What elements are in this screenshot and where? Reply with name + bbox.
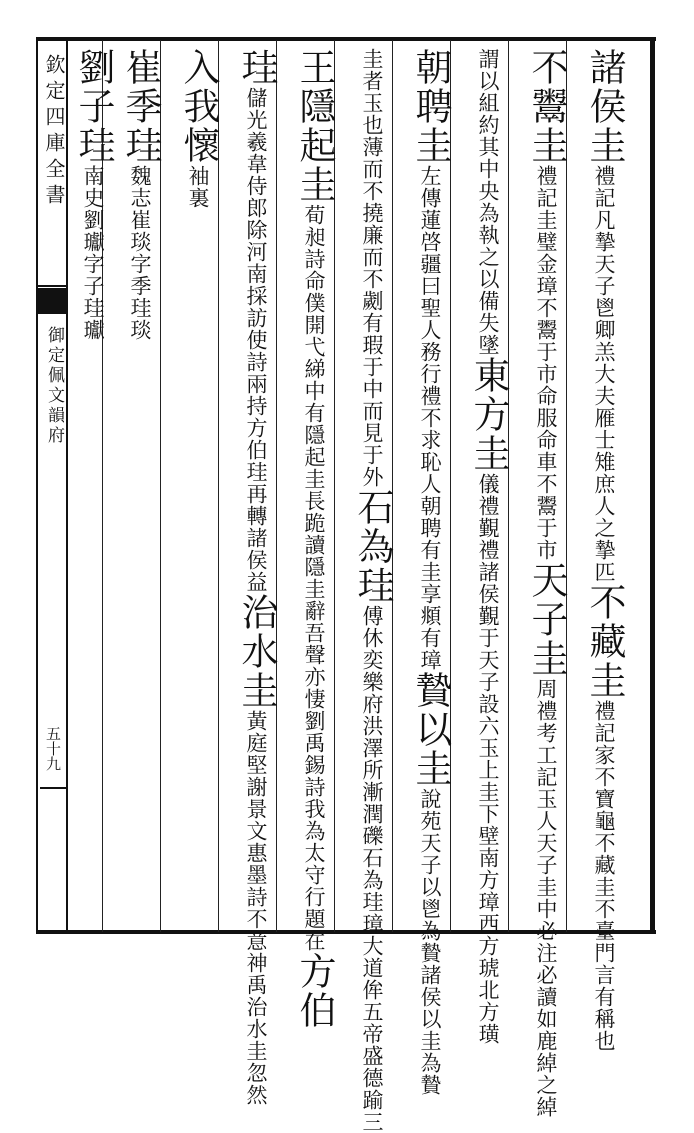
margin-book-title: 御定佩文韻府	[44, 326, 64, 446]
annotation: 瓛	[81, 319, 105, 341]
fish-tail-rule	[38, 285, 66, 287]
annotation: 左傳蓮啓疆曰聖人務行禮不求恥人朝聘有圭享頫有璋	[418, 165, 442, 671]
frame-bottom-rule	[36, 930, 656, 934]
margin-rule	[66, 37, 68, 934]
headword: 不藏圭	[583, 583, 626, 700]
annotation: 荀昶詩命僕開弋綈中有隱起圭長跪讀隱圭辭吾聲亦悽劉禹錫詩我為太守行題在	[302, 204, 326, 952]
headword: 治水圭	[235, 593, 278, 710]
page-number-rule	[40, 787, 66, 789]
headword: 諸侯圭	[583, 48, 626, 165]
annotation: 禮記圭璧金璋不鬻于市命服命車不鬻于市	[534, 165, 558, 561]
headword: 天子圭	[525, 561, 568, 678]
headword: 不鬻圭	[525, 48, 568, 165]
headword: 方伯	[293, 952, 336, 1030]
headword: 劉子珪	[72, 48, 115, 165]
annotation: 傅休奕樂府洪澤所漸潤礫石為珪璋大道侔五帝盛德踰三	[360, 605, 384, 1133]
annotation: 儀禮覲禮諸侯覲于天子設六玉上圭下壁南方璋西方琥北方璜	[476, 473, 500, 1045]
text-column-8	[177, 48, 219, 928]
annotation: 說苑天子以鬯為贄諸侯以圭為贄	[418, 788, 442, 1096]
frame-top-rule	[36, 37, 656, 41]
fish-tail-mark	[38, 288, 66, 314]
text-column-3	[467, 48, 510, 1045]
headword: 朝聘圭	[409, 48, 452, 165]
text-column-1	[583, 48, 626, 1052]
annotation: 魏志崔琰字季珪	[128, 165, 152, 319]
text-column-9	[119, 48, 161, 928]
text-column-6	[293, 48, 336, 1030]
annotation: 南史劉瓛字子珪	[81, 165, 105, 319]
headword: 石為珪	[351, 488, 394, 605]
frame-right-rule	[650, 37, 655, 934]
text-column-7	[235, 48, 278, 1106]
frame-left-rule	[36, 37, 38, 934]
annotation: 羔大夫雁士雉庶人之摯匹	[592, 341, 616, 583]
headword: 崔季珪	[119, 48, 162, 165]
annotation: 謂以組約其中央為執之以備失墜	[476, 48, 500, 356]
headword: 東方圭	[467, 356, 510, 473]
margin-collection-title: 欽定四庫全書	[42, 54, 66, 210]
annotation: 禮記家不寶龜不藏圭不臺門言有稱也	[592, 700, 616, 1052]
annotation: 黃庭堅謝景文惠墨詩不意神禹治水圭忽然	[244, 710, 268, 1106]
text-column-4	[409, 48, 452, 1096]
annotation: 琰	[128, 319, 152, 341]
margin-page-number: 五十九	[44, 726, 62, 771]
headword: 王隱起圭	[293, 48, 336, 204]
text-column-5	[351, 48, 394, 1133]
annotation: 圭者玉也薄而不撓廉而不劌有瑕于中而見于外	[360, 48, 384, 488]
text-column-2	[525, 48, 568, 1118]
headword: 珪	[235, 48, 278, 87]
annotation: 周禮考工記玉人天子圭中必注必讀如鹿綽之綽	[534, 678, 558, 1118]
text-column-10	[72, 48, 114, 928]
annotation: 儲光羲韋侍郎除河南採訪使詩兩持方伯珪再轉諸侯益	[244, 87, 268, 593]
annotation: 卿	[592, 319, 616, 341]
headword: 入我懷	[177, 48, 220, 165]
annotation: 禮記凡摯天子鬯	[592, 165, 616, 319]
annotation: 袖裏	[186, 165, 210, 209]
headword: 贄以圭	[409, 671, 452, 788]
